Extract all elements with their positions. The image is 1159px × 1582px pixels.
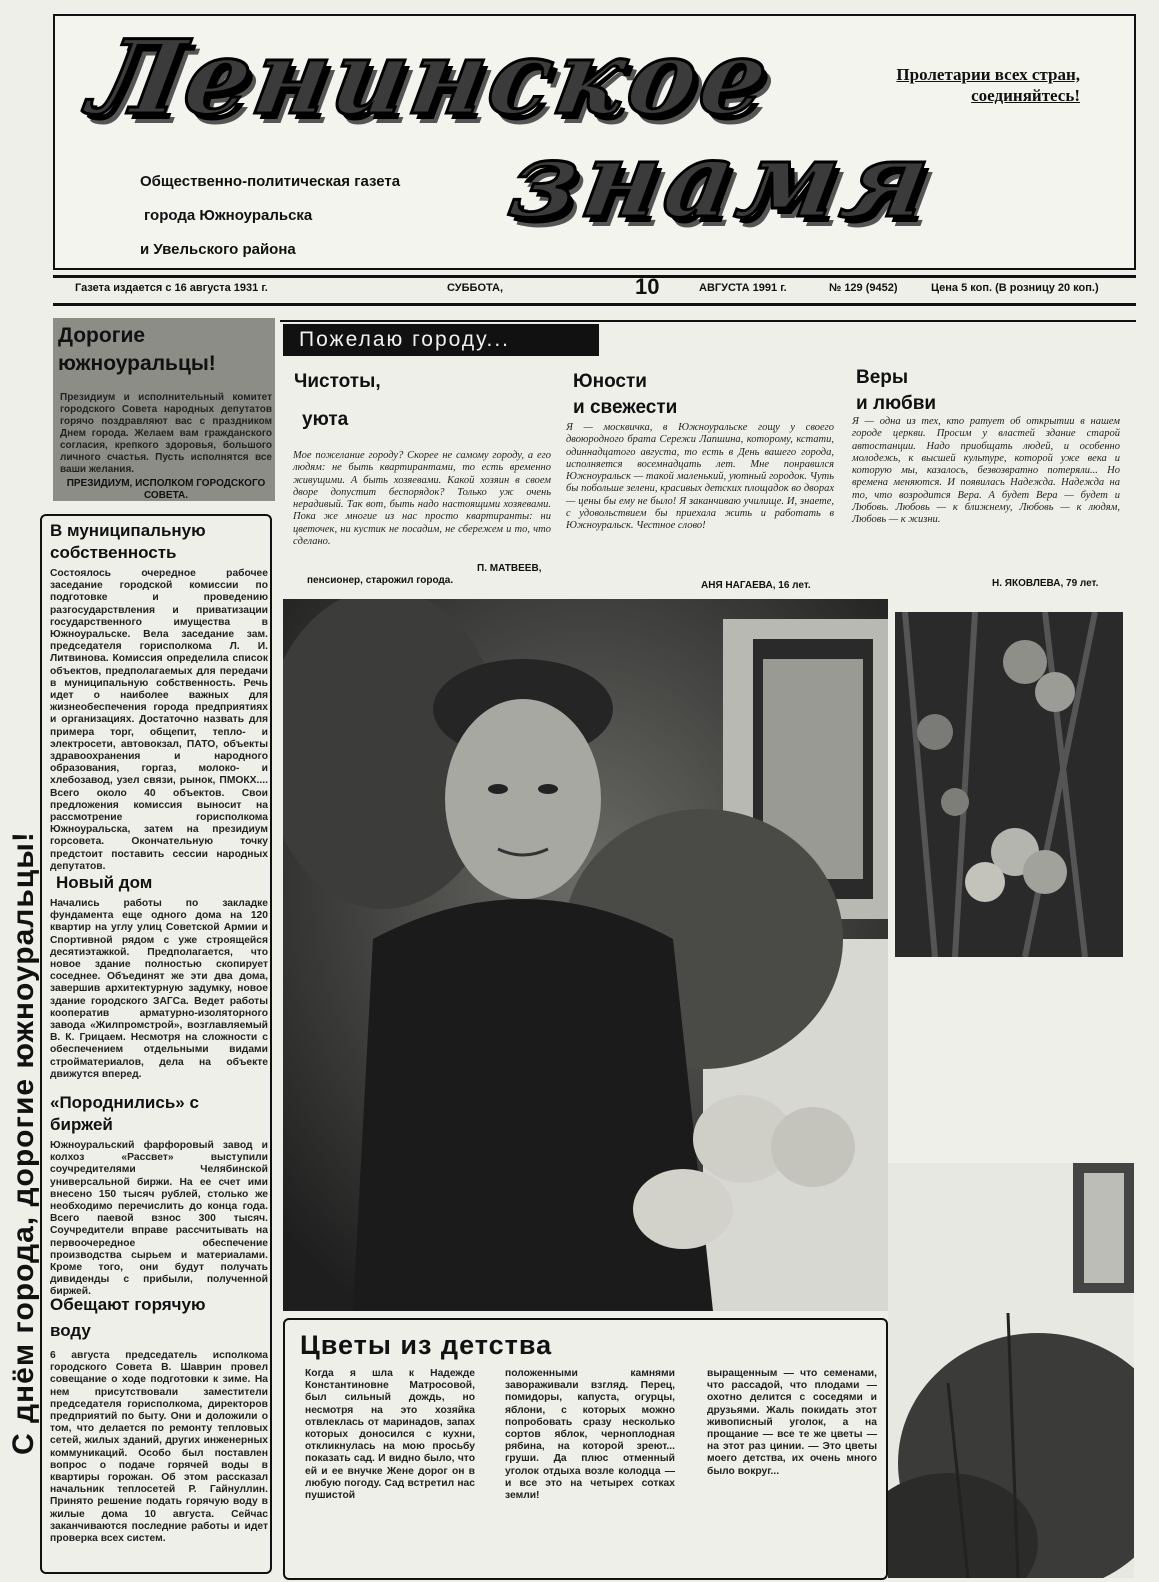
greeting-text: Президиум и исполнительный комитет городского Совета народных депутатов горячо поздравляют вас с праздником Днем города. Желаем вам гражданского согласия, крепкого здоровья, большого личного счастья. Пусть исполнятся все ваши желания. (60, 392, 272, 475)
wish-title: Веры (856, 367, 909, 388)
wish-author: Н. ЯКОВЛЕВА, 79 лет. (992, 578, 1099, 589)
motto-line2: соединяйтесь! (971, 86, 1080, 105)
section-banner: Пожелаю городу... (283, 324, 599, 356)
flowers-article-title: Цветы из детства (300, 1330, 553, 1360)
article-title: Обещают горячую воду (50, 1295, 206, 1340)
wish-title: и свежести (573, 397, 678, 418)
founded-note: Газета издается с 16 августа 1931 г. (75, 282, 268, 294)
motto-line1: Пролетарии всех стран, (896, 65, 1080, 84)
photo-woman-in-garden (283, 599, 888, 1311)
wish-author-role: пенсионер, старожил города. (307, 575, 454, 586)
subtitle-line: города Южноуральска (144, 207, 313, 224)
issue-number: № 129 (9452) (829, 282, 898, 294)
greeting-title: Дорогие южноуральцы! (58, 324, 216, 375)
article-title: «Породнились» с биржей (50, 1093, 199, 1134)
article-title: В муниципальную собственность (50, 521, 206, 562)
greeting-signature: ПРЕЗИДИУМ, ИСПОЛКОМ ГОРОДСКОГО СОВЕТА. (66, 478, 266, 501)
article-text: выращенным — что семенами, что рассадой, что плодами — охотно делится с соседями и друзьями. Жаль покидать этот живописный уголок, а на прощание — все те же цветы — на этот раз цинии. — Это цветы моего детства, их очень много было вокруг... (707, 1368, 877, 1477)
photo-garden-house (888, 1163, 1134, 1578)
article-text: Начались работы по закладке фундамента еще одного дома на 120 квартир на углу улиц Советской Армии и Спортивной рядом с уже строящейся десятиэтажкой. Предполагается, что новое здание полностью скопирует соседнее. Объединят же эти два дома, завершив архитектурную задумку, новое здание городского ЗАГСа. Ведет работы кооператив арматурно-изоляторного завода «Жилпромстрой», возглавляемый В. К. Грицаем. Несмотря на сложности с обеспечением отдельными видами стройматериалов, дела на объекте движутся вперед. (50, 898, 268, 1080)
day-number: 10 (635, 274, 660, 299)
photo-tomatoes (895, 612, 1123, 957)
dateline (53, 274, 1136, 300)
divider (53, 275, 1136, 278)
price: Цена 5 коп. (В розницу 20 коп.) (931, 282, 1099, 294)
vertical-slogan: С днём города, дорогие южноуральцы! (7, 831, 40, 1455)
wish-title: Чистоты, (294, 371, 381, 392)
news-column (40, 514, 272, 1574)
weekday: СУББОТА, (447, 282, 504, 294)
motto (880, 64, 1080, 106)
wish-text: Мое пожелание городу? Скорее не самому городу, а его людям: не быть квартирантами, то есть временно живущими. А быть хозяевами. Какой хозяин в своем дворе допустит беспорядок? Только уж очень нерадивый. Так вот, быть надо настоящими хозяевами. Пока же многие из нас просто квартиранты: ни цветочек, ни кустик не посадим, не сбережем и то, что сделано. (293, 450, 551, 548)
wish-title: и любви (856, 393, 937, 414)
article-title: Новый дом (56, 873, 153, 892)
wish-text: Я — одна из тех, кто ратует об открытии в нашем городе церкви. Просим у властей здание старой автостанции. Надо приобщать людей, и особенно молодежь, к высшей культуре, которой уже века и которую мы, казалось, безвозвратно потеряли... Но времена меняются. И появилась Надежда. Надежда на то, что возродится Вера. А будет Вера — будет и Любовь. Любовь — к ближнему, Любовь — к людям, Любовь — к жизни. (852, 416, 1120, 526)
subtitle-line: Общественно-политическая газета (140, 173, 401, 190)
wish-text: Я — москвичка, в Южноуральске гощу у своего двоюродного брата Сережи Лапшина, которому, кстати, одиннадцатого августа, то есть в День вашего города, исполняется восемнадцать лет. Мне понравился Южноуральск — такой маленький, уютный городок. Чуть бы побольше зелени, красивых детских площадок во дворах — цены бы ему не было! Я заканчиваю училище. И, знаете, с удовольствием бы приехала жить и работать в Южноуральск. Честное слово! (566, 422, 834, 532)
article-text: положенными камнями заворaживали взгляд. Перец, помидоры, капуста, огурцы, яблони, с которых можно попробовать сразу несколько сортов яблок, черноплодная рябина, на которой зреют... груши. Да плюс отменный уголок отдыха возле колодца — и все это на четырех сотках земли! (505, 1368, 675, 1502)
wish-title: Юности (573, 371, 647, 392)
divider (280, 320, 1136, 322)
month-year: АВГУСТА 1991 г. (699, 282, 787, 294)
newspaper-logo-line1: Ленинское (81, 18, 781, 138)
subtitle-line: и Увельского района (140, 241, 296, 258)
article-text: 6 августа председатель исполкома городского Совета В. Шаврин провел совещание о ходе подготовки к зиме. На нем присутствовали заместители председателя горисполкома, директоров предприятий по быту. Они и доложили о том, что делается по ремонту тепловых сетей, жилых зданий, других инженерных коммуникаций. Особо был поставлен вопрос о подаче горячей воды в квартиры горожан. Об этом рассказал начальник теплосетей Р. Гайнуллин. Принято решение подать горячую воду в жилые дома 10 августа. Сейчас заканчиваются последние работы и идет проверка всех систем. (50, 1350, 268, 1545)
newspaper-logo-line2: знамя (501, 118, 945, 241)
newspaper-subtitle (140, 165, 400, 267)
article-text: Состоялось очередное рабочее заседание городской комиссии по подготовке и проведению разгосударствления и приватизации государственного имущества в Южноуральске. Вела заседание зам. председателя горисполкома Л. И. Литвинова. Комиссия определила список объектов, предполагаемых для передачи в муниципальную собственность. Речь идет о наиболее важных для жизнеобеспечения города предприятиях и организациях. Достаточно назвать для примера торг, общепит, тепло- и электросети, автовокзал, ПАТО, объекты здравоохранения и народного образования, горгаз, молоко- и хлебозавод, узел связи, рынок, ПМОКХ.... Всего около 40 объектов. Свои предложения комиссия выносит на рассмотрение горисполкома Южноуральска, затем на президиум горсовета. Окончательную точку предстоит поставить сессии народных депутатов. (50, 568, 268, 872)
wish-author: АНЯ НАГАЕВА, 16 лет. (701, 580, 811, 591)
article-text: Когда я шла к Надежде Константиновне Матросовой, был сильный дождь, но несмотря на это хозяйка отвлеклась от маринадов, запах которых доносился с кухни, откликнулась на мою просьбу показать сад. И видно было, что ей и ее внучке Жене дорог он в любую погоду. Сад встретил нас пушистой (305, 1368, 475, 1502)
divider (53, 303, 1136, 306)
article-text: Южноуральский фарфоровый завод и колхоз «Рассвет» выступили соучредителями Челябинской универсальной биржи. На ее счет ими внесено 150 тысяч рублей, столько же необходимо перечислить до конца года. Всего паевой взнос 300 тысяч. Соучредители вправе рассчитывать на первоочередное обеспечение производства сырьем и материалами. Кроме того, они будут получать дивиденды с прибыли, полученной биржей. (50, 1140, 268, 1298)
wish-author: П. МАТВЕЕВ, (477, 563, 542, 574)
wish-title: уюта (302, 409, 349, 430)
